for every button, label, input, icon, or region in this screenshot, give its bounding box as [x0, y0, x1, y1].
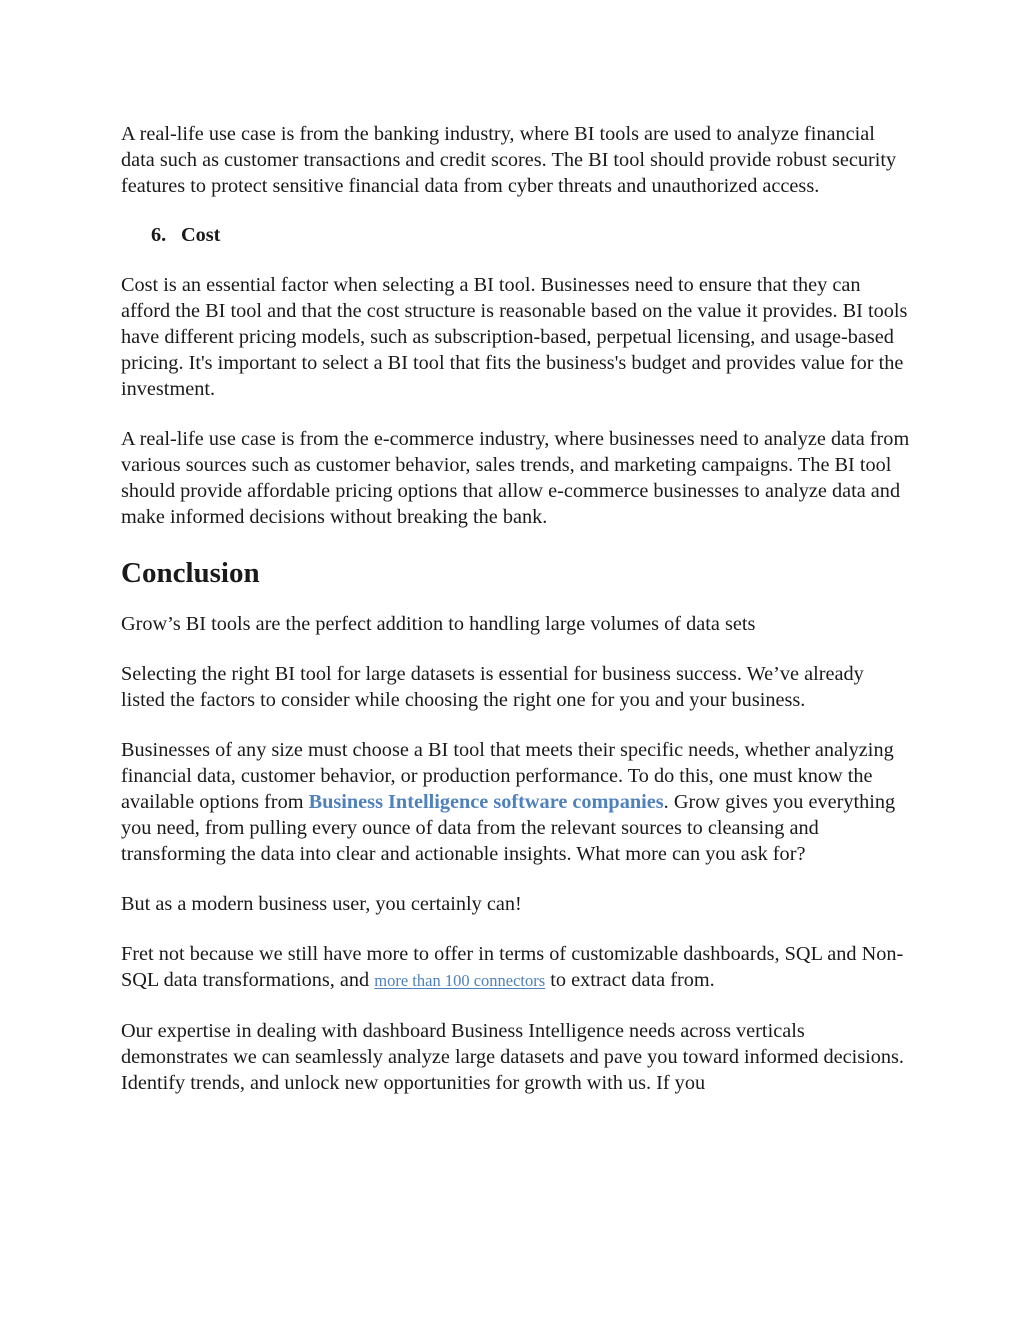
paragraph-ecommerce-use-case: A real-life use case is from the e-commerce industry, where businesses need to analyze data from various sources such as customer behavior, sales trends, and marketing campaigns. The BI tool should provide affordable pricing options that allow e-commerce businesses to analyze data and make informed decisions without breaking the bank.: [121, 428, 910, 528]
paragraph-text: to extract data from.: [545, 969, 715, 991]
paragraph-modern-user: But as a modern business user, you certainly can!: [121, 893, 522, 915]
paragraph-text: Businesses of any size must choose a BI tool that meets their specific needs, whether analyzing financial data, customer behavior, or production performance. To do this, one must know the available options from: [121, 739, 894, 813]
paragraph-businesses-any-size: [121, 737, 911, 867]
paragraph-selecting-right-tool: Selecting the right BI tool for large datasets is essential for business success. We’ve already listed the factors to consider while choosing the right one for you and your business.: [121, 663, 864, 711]
paragraph-fret-not: [121, 941, 911, 994]
bi-software-companies-link[interactable]: Business Intelligence software companies: [308, 791, 664, 813]
paragraph-text: Fret not because we still have more to offer in terms of customizable dashboards, SQL and Non-SQL data transformations, and: [121, 943, 904, 991]
list-title: Cost: [181, 224, 221, 246]
document-page: [121, 121, 911, 1096]
connectors-link[interactable]: more than 100 connectors: [374, 971, 546, 990]
paragraph-banking-use-case: A real-life use case is from the banking industry, where BI tools are used to analyze financial data such as customer transactions and credit scores. The BI tool should provide robust security features to protect sensitive financial data from cyber threats and unauthorized access.: [121, 123, 897, 197]
list-item-cost: [151, 222, 911, 248]
paragraph-text: . Grow gives you everything you need, from pulling every ounce of data from the relevant sources to cleansing and transforming the data into clear and actionable insights. What more can you ask for?: [121, 791, 896, 865]
paragraph-grow-bi-tools: Grow’s BI tools are the perfect addition to handling large volumes of data sets: [121, 613, 756, 635]
paragraph-cost: Cost is an essential factor when selecting a BI tool. Businesses need to ensure that they can afford the BI tool and that the cost structure is reasonable based on the value it provides. BI tools have different pricing models, such as subscription-based, perpetual licensing, and usage-based pricing. It's important to select a BI tool that fits the business's budget and provides value for the investment.: [121, 274, 908, 400]
list-number: 6.: [151, 224, 167, 246]
paragraph-our-expertise: Our expertise in dealing with dashboard Business Intelligence needs across verticals demonstrates we can seamlessly analyze large datasets and pave you toward informed decisions. Identify trends, and unlock new opportunities for growth with us. If you: [121, 1020, 905, 1094]
heading-conclusion: Conclusion: [121, 557, 260, 589]
